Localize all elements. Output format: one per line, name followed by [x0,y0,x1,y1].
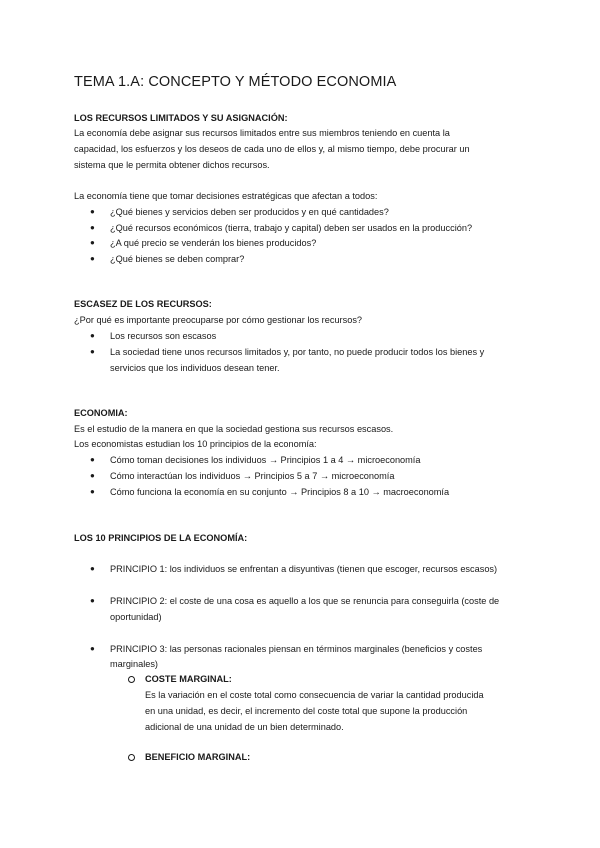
bullet-icon: ● [90,238,95,247]
paragraph-line: La economía debe asignar sus recursos limitados entre sus miembros teniendo en cuenta la [74,128,450,138]
list-item: ¿A qué precio se venderán los bienes producidos? [110,238,317,248]
section-heading-recursos: LOS RECURSOS LIMITADOS Y SU ASIGNACIÓN: [74,113,288,123]
bullet-icon: ● [90,331,95,340]
list-item: Cómo funciona la economía en su conjunto → Principios 8 a 10 → macroeconomía [110,487,450,497]
list-item: La sociedad tiene unos recursos limitados y, por tanto, no puede producir todos los bienes y [110,347,485,357]
bullet-icon: ● [90,564,95,573]
list-item: ¿Qué bienes se deben comprar? [110,254,245,264]
principle-item: PRINCIPIO 2: el coste de una cosa es aquello a los que se renuncia para conseguirla (coste de [110,596,500,606]
paragraph-line: sistema que le permita obtener dichos recursos. [74,160,270,170]
bullet-icon: ● [90,644,95,653]
list-item: ¿Qué recursos económicos (tierra, trabajo y capital) deben ser usados en la producción? [110,223,473,233]
paragraph-line: Es el estudio de la manera en que la sociedad gestiona sus recursos escasos. [74,424,394,434]
paragraph-line: Los economistas estudian los 10 principios de la economía: [74,439,317,449]
paragraph-line: capacidad, los esfuerzos y los deseos de cada uno de ellos y, al mismo tiempo, debe procurar un [74,144,470,154]
hollow-bullet-icon [128,754,135,761]
section-heading-economia: ECONOMIA: [74,408,128,418]
list-item: Cómo interactúan los individuos → Principios 5 a 7 → microeconomía [110,471,395,481]
paragraph-line: en una unidad, es decir, el incremento del coste total que supone la producción [145,706,468,716]
bullet-icon: ● [90,207,95,216]
bullet-icon: ● [90,487,95,496]
principle-item: PRINCIPIO 3: las personas racionales piensan en términos marginales (beneficios y costes [110,644,483,654]
bullet-icon: ● [90,223,95,232]
paragraph-line: Es la variación en el coste total como consecuencia de variar la cantidad producida [145,690,484,700]
hollow-bullet-icon [128,676,135,683]
list-item: Cómo toman decisiones los individuos → Principios 1 a 4 → microeconomía [110,455,421,465]
subheading-coste-marginal: COSTE MARGINAL: [145,674,232,684]
section-heading-escasez: ESCASEZ DE LOS RECURSOS: [74,299,212,309]
subheading-beneficio-marginal: BENEFICIO MARGINAL: [145,752,251,762]
list-item: Los recursos son escasos [110,331,217,341]
bullet-icon: ● [90,347,95,356]
list-item: ¿Qué bienes y servicios deben ser producidos y en qué cantidades? [110,207,389,217]
principle-item: PRINCIPIO 1: los individuos se enfrentan a disyuntivas (tienen que escoger, recursos escasos) [110,564,498,574]
section-heading-principios: LOS 10 PRINCIPIOS DE LA ECONOMÍA: [74,533,248,543]
paragraph-line: ¿Por qué es importante preocuparse por cómo gestionar los recursos? [74,315,363,325]
page-title: TEMA 1.A: CONCEPTO Y MÉTODO ECONOMIA [74,74,397,90]
bullet-icon: ● [90,455,95,464]
bullet-icon: ● [90,596,95,605]
bullet-icon: ● [90,254,95,263]
bullet-icon: ● [90,471,95,480]
list-item-continuation: servicios que los individuos desean tener. [110,363,280,373]
principle-item-continuation: marginales) [110,659,158,669]
paragraph-line: La economía tiene que tomar decisiones estratégicas que afectan a todos: [74,191,378,201]
principle-item-continuation: oportunidad) [110,612,162,622]
paragraph-line: adicional de una unidad de un bien determinado. [145,722,344,732]
